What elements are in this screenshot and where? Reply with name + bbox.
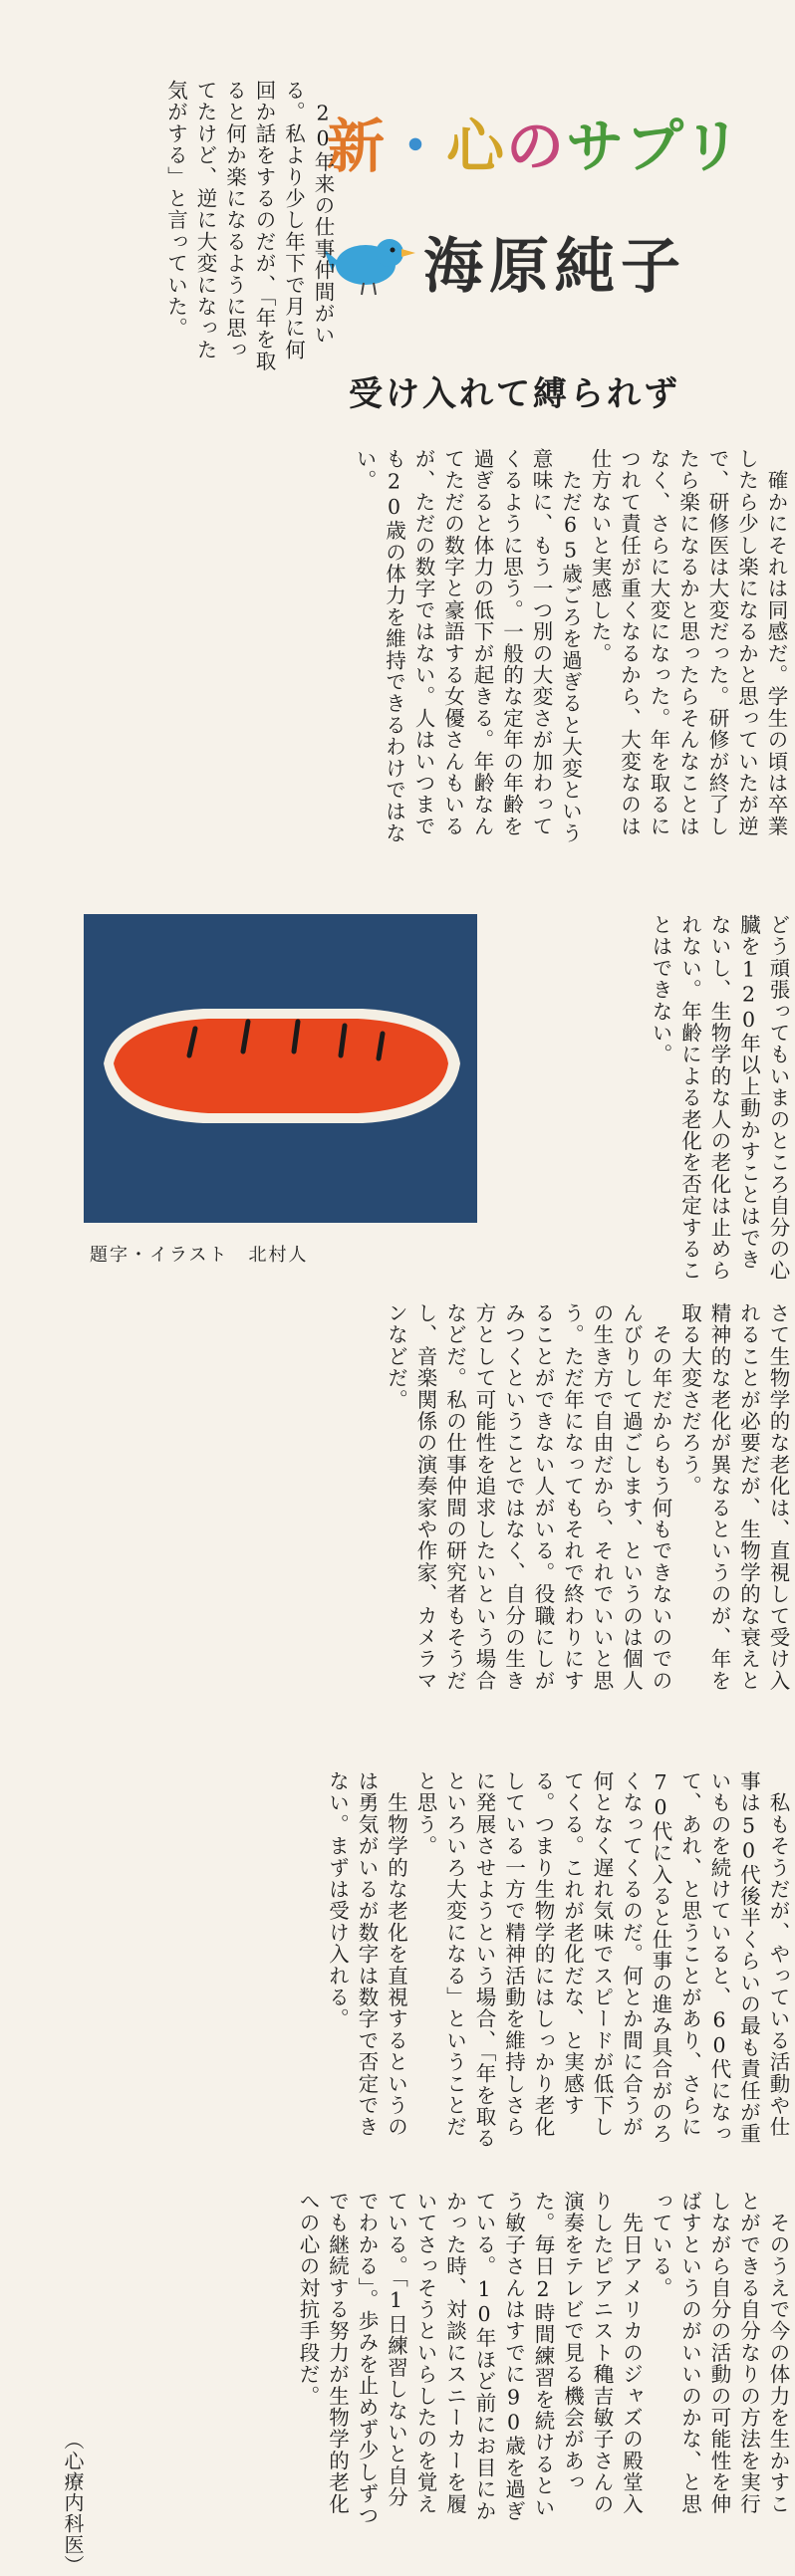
sausage-illustration xyxy=(84,914,477,1223)
author-byline: （心療内科医） xyxy=(61,2430,85,2576)
article-text-column-d: 私もそうだが、やっている活動や仕事は50代後半くらいの最も責任が重いものを続けていると、60代になって、あれ、と思うことがあり、さらに70代に入ると仕事の進み具合がのろくなってくるのだ。何とか間に合うが何となく遅れ気味でスピードが低下してくる。これが老化だな、と実感する。つまり生物学的にはしっかり老化している一方で精神活動を維持しさらに発展させようという場合、「年を取るといろいろ大変になる」ということだと思う。 生物学的な老化を直視するというのは勇気がいるが数字は数字で否定できない。まずは受け入れる。 xyxy=(325,1770,790,2150)
series-title-part: 心 xyxy=(446,113,507,180)
series-title xyxy=(327,100,745,179)
series-title-part: 新 xyxy=(327,113,388,180)
series-title-part: ・ xyxy=(387,113,447,180)
article-text-column-a: 確かにそれは同感だ。学生の頃は卒業したら少し楽になるかと思っていたが逆で、研修医は大変だった。研修が終了したら楽になるかと思ったらそんなことはなく、さらに大変になった。年を取るにつれて責任が重くなるから、大変なのは仕方ないと実感した。 ただ65歳ごろを過ぎると大変という意味に、もう一つ別の大変さが加わってくるように思う。一般的な定年の年齢を過ぎると体力の低下が起きる。年齢なんてただの数字と豪語する女優さんもいるが、ただの数字ではない。人はいつまでも20歳の体力を維持できるわけではない。 xyxy=(353,448,788,844)
series-title-part: の xyxy=(506,113,567,180)
illustration-caption: 題字・イラスト 北村人 xyxy=(90,1245,309,1266)
article-subtitle: 受け入れて縛られず xyxy=(349,374,680,414)
bird-icon xyxy=(324,227,418,299)
article-text-intro: 20年来の仕事仲間がいる。私より少し年下で月に何回か話をするのだが、「年を取ると何か楽になるように思ってたけど、逆に大変になった気がする」と言っていた。 xyxy=(163,80,335,372)
article-text-column-b: どう頑張ってもいまのところ自分の心臓を120年以上動かすことはできないし、生物学的な人の老化は止められない。年齢による老化を否定することはできない。 xyxy=(649,914,790,1282)
article-text-column-c: さて生物学的な老化は、直視して受け入れることが必要だが、生物学的な衰えと精神的な老化が異なるというのが、年を取る大変さだろう。 その年だからもう何もできないのでのんびりして過ごします、というのは個人の生き方で自由だから、それでいいと思う。ただ年になってもそれで終わりにすることができない人がいる。役職にしがみつくということではなく、自分の生き方として可能性を追求したいという場合などだ。私の仕事仲間の研究者もそうだし、音楽関係の演奏家や作家、カメラマンなどだ。 xyxy=(384,1302,790,1692)
article-text-column-e: そのうえで今の体力を生かすことができる自分なりの方法を実行しながら自分の活動の可能性を伸ばすというのがいいのかな、と思っている。 先日アメリカのジャズの殿堂入りしたピアニスト穐吉敏子さんの演奏をテレビで見る機会があった。毎日2時間練習を続けるという敏子さんはすでに90歳を過ぎている。10年ほど前にお目にかかった時、対談にスニーカーを履いてさっそうといらしたのを覚えている。「1日練習しないと自分でわかる」。歩みを止めず少しずつでも継続する努力が生物学的老化への心の対抗手段だ。 xyxy=(296,2191,790,2526)
series-title-part: サプリ xyxy=(566,113,743,180)
author-name: 海原純子 xyxy=(423,232,686,302)
